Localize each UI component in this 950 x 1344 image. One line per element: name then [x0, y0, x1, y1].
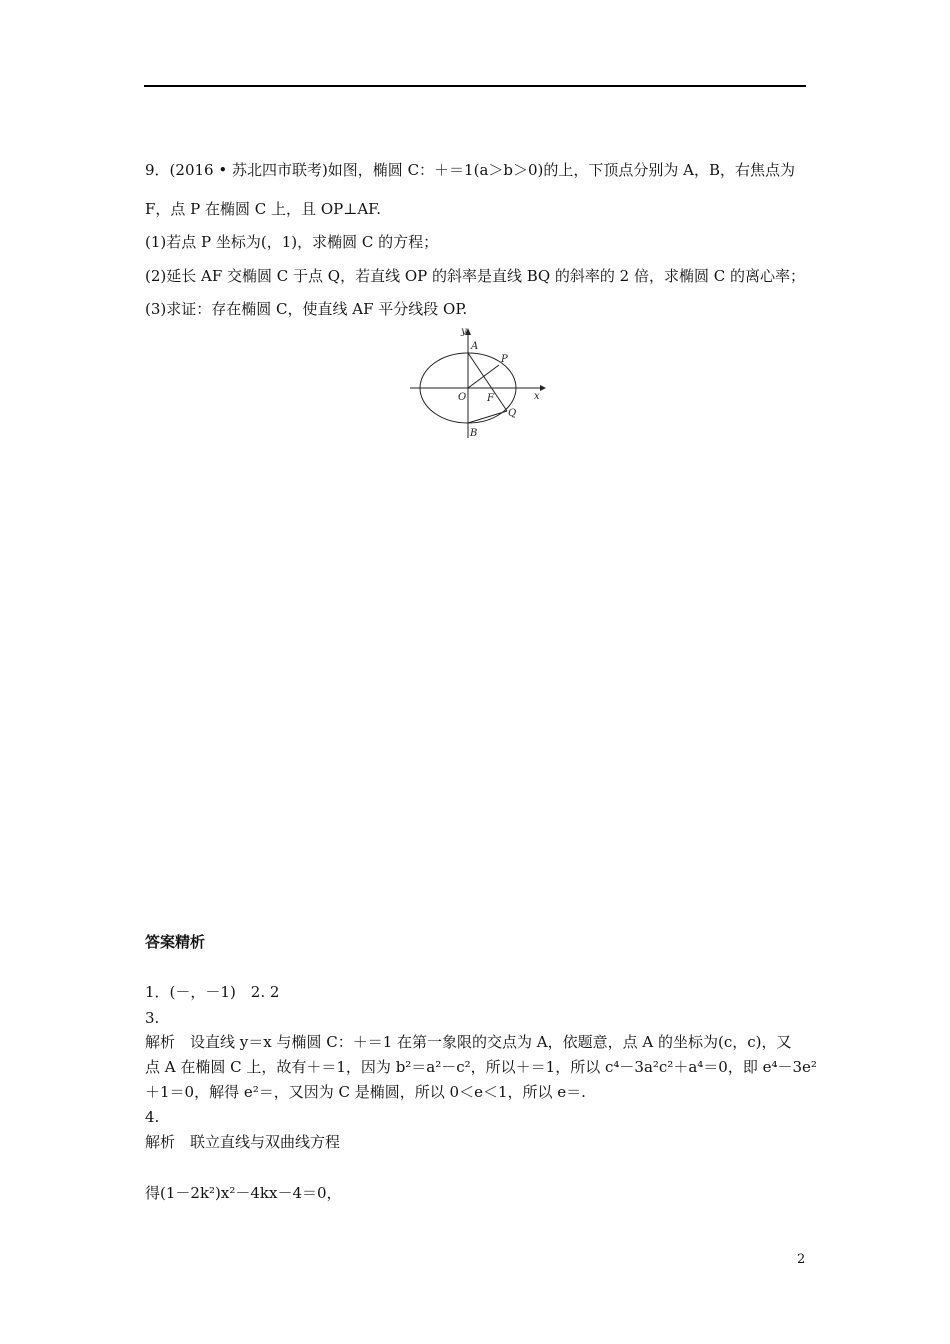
label-o: O	[458, 392, 467, 403]
x-axis-arrow	[540, 385, 546, 391]
segment-op	[468, 365, 499, 388]
answer-3-line-2: 点 A 在椭圆 C 上，故有＋＝1，因为 b²＝a²－c²，所以＋＝1，所以 c⁴－3a²c²＋a⁴＝0，即 e⁴－3e²	[145, 1058, 817, 1076]
answers-heading: 答案精析	[145, 933, 206, 951]
ellipse-figure	[405, 323, 550, 443]
answer-4-number: 4.	[145, 1108, 160, 1126]
label-b: B	[470, 428, 478, 439]
problem-9-line-2: F，点 P 在椭圆 C 上，且 OP⊥AF.	[145, 200, 381, 218]
label-q: Q	[508, 408, 517, 419]
answer-4-line-1: 解析 联立直线与双曲线方程	[145, 1133, 341, 1151]
label-p: P	[501, 354, 508, 365]
page-number: 2	[797, 1252, 806, 1267]
answer-1-2: 1．(－，－1) 2. 2	[145, 983, 280, 1001]
label-a: A	[471, 341, 479, 352]
label-y: y	[461, 326, 467, 337]
header-rule	[144, 85, 806, 87]
problem-9-part-1: (1)若点 P 坐标为(，1)，求椭圆 C 的方程；	[145, 233, 439, 251]
answer-3-line-1: 解析 设直线 y＝x 与椭圆 C：＋＝1 在第一象限的交点为 A，依题意，点 A 的坐标为(c，c)，又	[145, 1033, 792, 1051]
answer-4-line-2: 得(1－2k²)x²－4kx－4＝0，	[145, 1184, 342, 1202]
label-x: x	[534, 391, 540, 402]
label-f: F	[487, 393, 494, 404]
problem-9-part-2: (2)延长 AF 交椭圆 C 于点 Q，若直线 OP 的斜率是直线 BQ 的斜率的 2 倍，求椭圆 C 的离心率；	[145, 267, 805, 285]
answer-3-line-3: ＋1＝0，解得 e²＝，又因为 C 是椭圆，所以 0＜e＜1，所以 e＝.	[145, 1083, 586, 1101]
answer-3-number: 3.	[145, 1009, 160, 1027]
problem-9-line-1: 9．(2016 • 苏北四市联考)如图，椭圆 C：＋＝1(a＞b＞0)的上，下顶点分别为 A，B，右焦点为	[145, 161, 796, 179]
problem-9-part-3: (3)求证：存在椭圆 C，使直线 AF 平分线段 OP.	[145, 300, 468, 318]
segment-bq	[468, 411, 507, 423]
